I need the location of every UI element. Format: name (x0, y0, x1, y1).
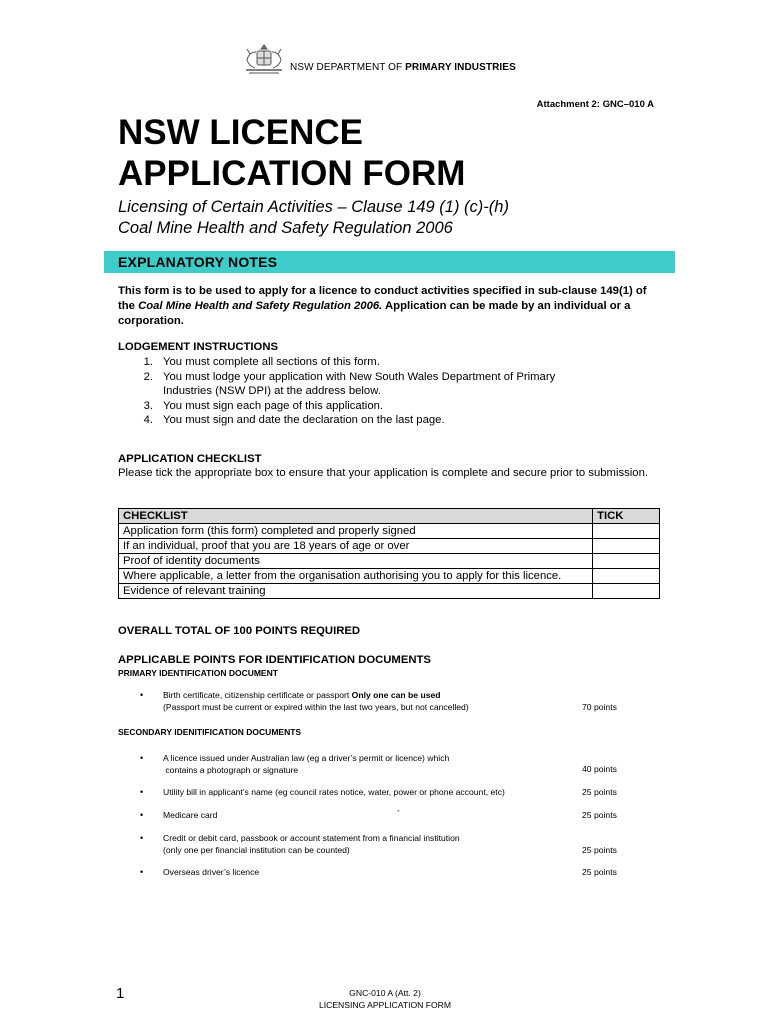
points-value: 25 points (582, 810, 617, 820)
points-value: 25 points (582, 787, 617, 797)
checklist-column-header: CHECKLIST (119, 509, 593, 524)
table-row (119, 554, 660, 569)
title-line-2: APPLICATION FORM (118, 154, 466, 193)
lodgement-item-number: 4. (143, 414, 153, 426)
intro-paragraph: This form is to be used to apply for a licence to conduct activities specified in sub-clause 149(1) of the Coal Mine Health and Safety Regulation 2006. Application can be made by an individual or a corporation. (118, 285, 647, 327)
list-item: Utility bill in applicant’s name (eg council rates notice, water, power or phone account, etc) (163, 787, 505, 797)
subtitle-line-1: Licensing of Certain Activities – Clause 149 (1) (c)-(h) (118, 198, 509, 216)
checklist-item: Evidence of relevant training (119, 584, 593, 599)
bullet-icon: • (140, 690, 144, 700)
attachment-reference: Attachment 2: GNC–010 A (536, 99, 654, 110)
points-value: 70 points (582, 702, 617, 712)
lodgement-item-number: 1. (143, 356, 153, 368)
checklist-item: Application form (this form) completed and properly signed (119, 524, 593, 539)
points-value: 25 points (582, 867, 617, 877)
checklist-item: Where applicable, a letter from the organisation authorising you to apply for this licence. (119, 569, 593, 584)
checklist-heading: APPLICATION CHECKLIST (118, 453, 262, 465)
points-value: 40 points (582, 764, 617, 774)
tick-box[interactable] (593, 524, 660, 539)
checklist-table (118, 508, 660, 599)
bullet-icon: • (140, 787, 144, 797)
checklist-item: Proof of identity documents (119, 554, 593, 569)
points-value: 25 points (582, 845, 617, 855)
lodgement-item-text: You must sign each page of this application. (163, 399, 384, 412)
points-heading: APPLICABLE POINTS FOR IDENTIFICATION DOCUMENTS (118, 654, 431, 666)
checklist-instructions: Please tick the appropriate box to ensure that your application is complete and secure prior to submission. (118, 467, 648, 479)
tick-box[interactable] (593, 554, 660, 569)
lodgement-item-text: You must lodge your application with New South Wales Department of Primary (163, 370, 556, 383)
nsw-coat-of-arms-icon (240, 42, 288, 76)
primary-id-heading: PRIMARY IDENTIFICATION DOCUMENT (118, 668, 278, 678)
footer-form-name: LICENSING APPLICATION FORM (318, 1000, 452, 1010)
list-item: Medicare card (163, 810, 218, 820)
list-item: Credit or debit card, passbook or account statement from a financial institution (only one per financial institution can be counted) (163, 833, 460, 855)
stray-mark: ` (397, 809, 400, 819)
bullet-icon: • (140, 867, 144, 877)
table-row (119, 569, 660, 584)
lodgement-item-number: 3. (143, 399, 153, 412)
checklist-item: If an individual, proof that you are 18 years of age or over (119, 539, 593, 554)
lodgement-item-text: You must complete all sections of this form. (163, 356, 380, 368)
list-item: A licence issued under Australian law (eg a driver’s permit or licence) which contains a photograph or signature (163, 753, 450, 775)
list-item: Overseas driver’s licence (163, 867, 260, 877)
page-title (118, 112, 465, 194)
lodgement-heading: LODGEMENT INSTRUCTIONS (118, 341, 279, 353)
overall-points-heading: OVERALL TOTAL OF 100 POINTS REQUIRED (118, 625, 361, 637)
page-number: 1 (116, 985, 125, 1002)
tick-box[interactable] (593, 569, 660, 584)
bullet-icon: • (140, 753, 144, 763)
tick-box[interactable] (593, 539, 660, 554)
section-band-explanatory-notes (104, 251, 675, 273)
checklist-header-row (119, 509, 660, 524)
tick-column-header: TICK (593, 509, 660, 524)
section-band-label: EXPLANATORY NOTES (118, 254, 278, 270)
page-subtitle (118, 197, 509, 239)
footer-code: GNC-010 A (Att. 2) (349, 988, 421, 998)
lodgement-item-number: 2. (143, 370, 153, 383)
lodgement-item-text: Industries (NSW DPI) at the address below. (163, 385, 381, 397)
bullet-icon: • (140, 810, 144, 820)
subtitle-line-2: Coal Mine Health and Safety Regulation 2006 (118, 219, 453, 237)
department-name: NSW DEPARTMENT OF PRIMARY INDUSTRIES (290, 62, 516, 73)
table-row (119, 524, 660, 539)
tick-box[interactable] (593, 584, 660, 599)
bullet-icon: • (140, 833, 144, 843)
lodgement-item-text: You must sign and date the declaration on the last page. (163, 414, 445, 426)
list-item: Birth certificate, citizenship certificate or passport Only one can be used (Passport must be current or expired within the last two years, but not cancelled) (163, 690, 469, 712)
secondary-id-heading: SECONDARY IDENITIFICATION DOCUMENTS (118, 727, 302, 737)
table-row (119, 539, 660, 554)
title-line-1: NSW LICENCE (118, 113, 363, 152)
table-row (119, 584, 660, 599)
